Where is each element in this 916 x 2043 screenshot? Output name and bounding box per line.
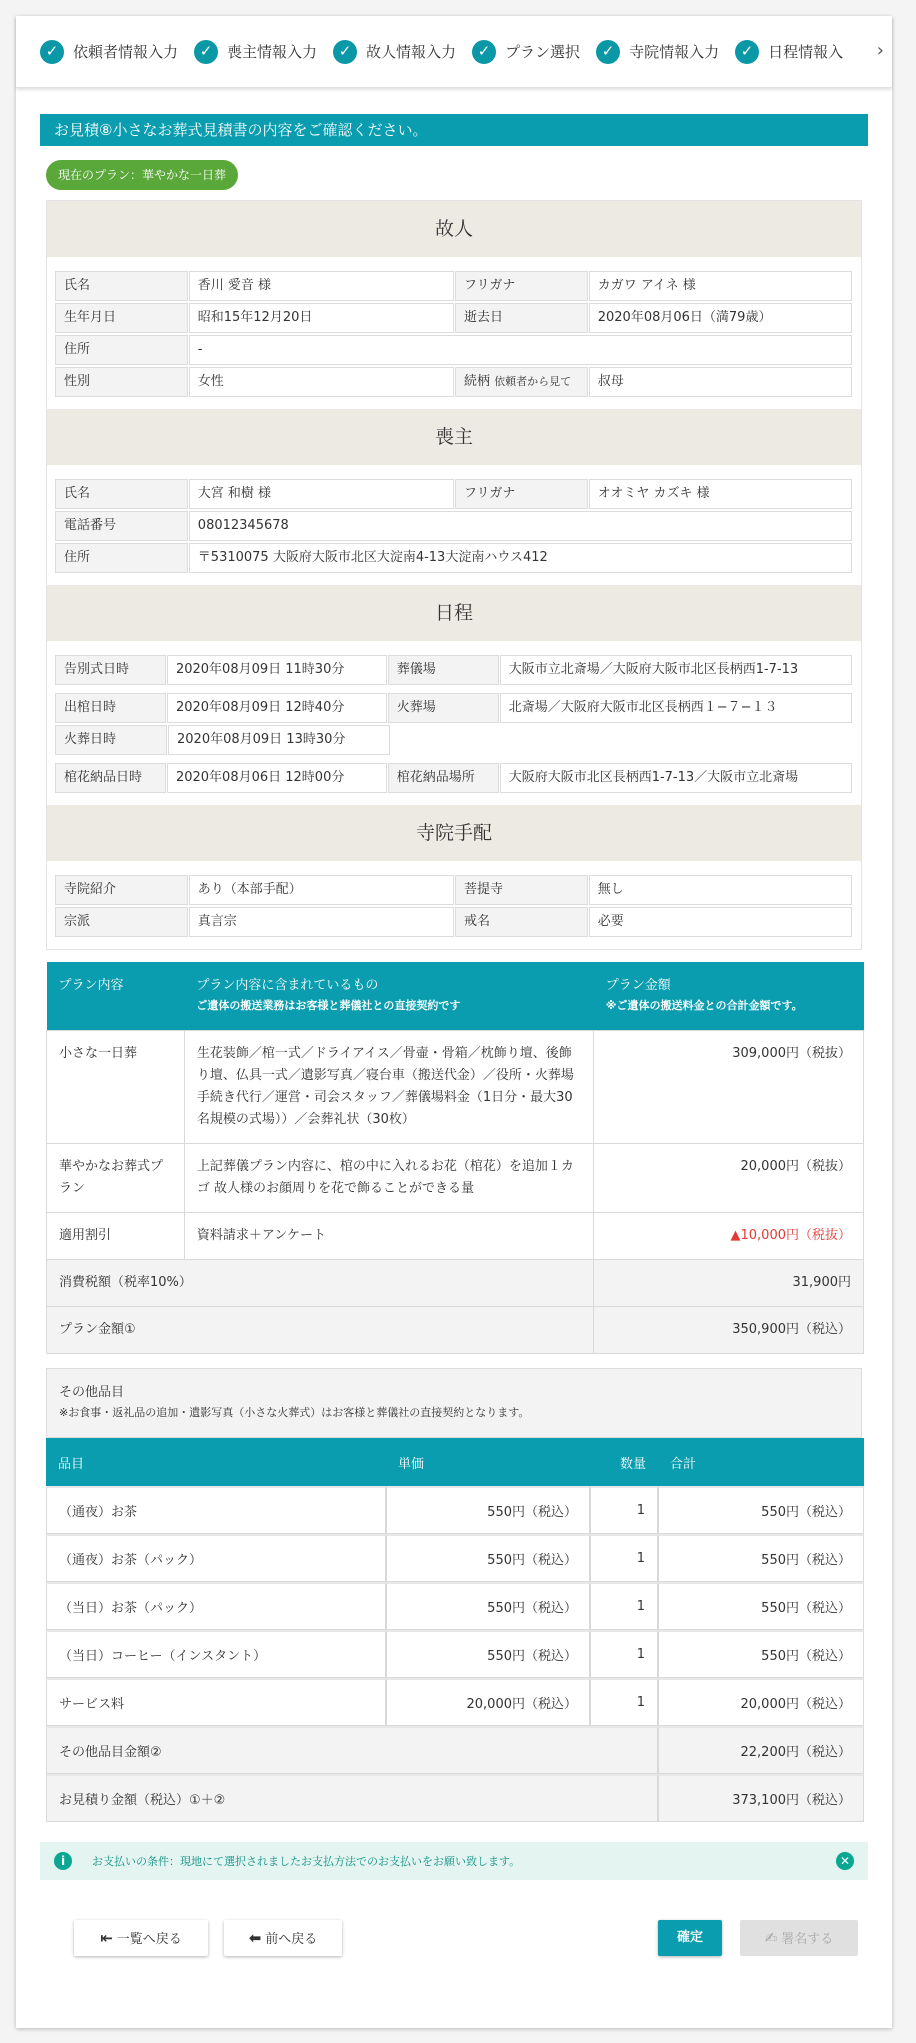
item-total: 550円（税込） bbox=[658, 1630, 864, 1678]
item-unit-price: 550円（税込） bbox=[386, 1582, 590, 1630]
label: フリガナ bbox=[455, 271, 588, 301]
check-icon: ✓ bbox=[472, 40, 496, 64]
label: 電話番号 bbox=[55, 511, 188, 541]
other-subtotal-label: その他品目金額② bbox=[46, 1726, 658, 1774]
plan-description: 生花装飾／棺一式／ドライアイス／骨壷・骨箱／枕飾り壇、後飾り壇、仏具一式／遺影写真／寝台車（搬送代金）／役所・火葬場手続き代行／運営・司会スタッフ／葬儀場料金（1日分・最大30名規模の式場））／会葬礼状（30枚） bbox=[184, 1031, 593, 1144]
other-items-header bbox=[46, 1368, 862, 1438]
plan-name: 適用割引 bbox=[47, 1213, 185, 1260]
item-quantity: 1 bbox=[590, 1678, 658, 1726]
section-heading-deceased: 故人 bbox=[47, 201, 861, 257]
label: 出棺日時 bbox=[55, 693, 166, 723]
other-items-note: ※お食事・返礼品の追加・遺影写真（小さな火葬式）はお客様と葬儀社の直接契約となります。 bbox=[59, 1406, 530, 1419]
table-row bbox=[46, 1678, 864, 1726]
deceased-death-date: 2020年08月06日（満79歳） bbox=[589, 303, 852, 333]
table-row bbox=[46, 1582, 864, 1630]
deceased-name: 香川 愛音 様 bbox=[189, 271, 454, 301]
tax-amount: 31,900円 bbox=[594, 1260, 864, 1307]
plan-price: 20,000円（税抜） bbox=[594, 1144, 864, 1213]
label: 火葬場 bbox=[388, 693, 499, 723]
chief-name: 大宮 和樹 様 bbox=[189, 479, 454, 509]
step-schedule[interactable]: ✓ 日程情報入 bbox=[735, 40, 843, 64]
plan-total-label: プラン金額① bbox=[47, 1307, 594, 1354]
item-quantity: 1 bbox=[590, 1630, 658, 1678]
label: 続柄 依頼者から見て bbox=[455, 367, 588, 397]
column-header: 合計 bbox=[658, 1438, 864, 1486]
item-unit-price: 550円（税込） bbox=[386, 1630, 590, 1678]
flower-delivery-datetime: 2020年08月06日 12時00分 bbox=[167, 763, 387, 793]
current-plan-badge: 現在のプラン：華やかな一日葬 bbox=[46, 160, 238, 190]
label: 棺花納品日時 bbox=[55, 763, 166, 793]
item-name: （当日）コーヒー（インスタント） bbox=[46, 1630, 386, 1678]
check-icon: ✓ bbox=[735, 40, 759, 64]
family-temple: 無し bbox=[589, 875, 852, 905]
item-unit-price: 550円（税込） bbox=[386, 1486, 590, 1534]
close-icon[interactable]: ✕ bbox=[836, 1852, 854, 1870]
sign-button[interactable]: ✍ 署名する bbox=[740, 1920, 858, 1956]
label: 寺院紹介 bbox=[55, 875, 188, 905]
column-header: 単価 bbox=[386, 1438, 590, 1486]
chief-phone: 08012345678 bbox=[189, 511, 852, 541]
tax-row bbox=[47, 1260, 864, 1307]
step-requester[interactable]: ✓ 依頼者情報入力 bbox=[40, 40, 178, 64]
label: 住所 bbox=[55, 335, 188, 365]
column-header: プラン内容 bbox=[47, 962, 185, 1031]
other-subtotal-amount: 22,200円（税込） bbox=[658, 1726, 864, 1774]
other-subtotal-row bbox=[46, 1726, 864, 1774]
item-unit-price: 20,000円（税込） bbox=[386, 1678, 590, 1726]
plan-table bbox=[46, 962, 864, 1354]
item-quantity: 1 bbox=[590, 1534, 658, 1582]
estimate-page bbox=[16, 16, 892, 2028]
signature-icon: ✍ bbox=[764, 1929, 778, 1947]
departure-datetime: 2020年08月09日 12時40分 bbox=[167, 693, 387, 723]
item-name: （当日）お茶（パック） bbox=[46, 1582, 386, 1630]
plan-name: 小さな一日葬 bbox=[47, 1031, 185, 1144]
label: 氏名 bbox=[55, 271, 188, 301]
label: 生年月日 bbox=[55, 303, 188, 333]
step-temple[interactable]: ✓ 寺院情報入力 bbox=[596, 40, 719, 64]
arrow-left-circle-icon: ⬅ bbox=[248, 1929, 262, 1947]
plan-price: 309,000円（税抜） bbox=[594, 1031, 864, 1144]
section-heading-temple: 寺院手配 bbox=[47, 805, 861, 861]
column-header: プラン内容に含まれているもの ご遺体の搬送業務はお客様と葬儀社との直接契約です bbox=[184, 962, 593, 1031]
section-heading-chief-mourner: 喪主 bbox=[47, 409, 861, 465]
discount-price: ▲10,000円（税抜） bbox=[594, 1213, 864, 1260]
funeral-hall: 大阪市立北斎場／大阪府大阪市北区長柄西1-7-13 bbox=[500, 655, 852, 685]
column-header: プラン金額 ※ご遺体の搬送料金との合計金額です。 bbox=[594, 962, 864, 1031]
check-icon: ✓ bbox=[596, 40, 620, 64]
item-total: 20,000円（税込） bbox=[658, 1678, 864, 1726]
item-quantity: 1 bbox=[590, 1582, 658, 1630]
grand-total-row bbox=[46, 1774, 864, 1822]
table-row bbox=[47, 1144, 864, 1213]
crematorium: 北斎場／大阪府大阪市北区長柄西１−７−１３ bbox=[500, 693, 852, 723]
info-icon: i bbox=[54, 1852, 72, 1870]
step-deceased[interactable]: ✓ 故人情報入力 bbox=[333, 40, 456, 64]
label: 告別式日時 bbox=[55, 655, 166, 685]
deceased-birthdate: 昭和15年12月20日 bbox=[189, 303, 454, 333]
confirm-button[interactable]: 確定 bbox=[658, 1920, 722, 1956]
item-total: 550円（税込） bbox=[658, 1486, 864, 1534]
label: 菩提寺 bbox=[455, 875, 588, 905]
table-row bbox=[46, 1534, 864, 1582]
grand-total-label: お見積り金額（税込）①＋② bbox=[46, 1774, 658, 1822]
deceased-relation: 叔母 bbox=[589, 367, 852, 397]
sect: 真言宗 bbox=[189, 907, 454, 937]
label: フリガナ bbox=[455, 479, 588, 509]
back-button[interactable]: ⬅ 前へ戻る bbox=[224, 1920, 342, 1956]
other-items-table bbox=[46, 1438, 864, 1822]
plan-total-row bbox=[47, 1307, 864, 1354]
table-row bbox=[46, 1630, 864, 1678]
payment-condition-text: お支払いの条件：現地にて選択されましたお支払方法でのお支払いをお願い致します。 bbox=[92, 1855, 521, 1868]
arrow-left-bar-icon: ⇤ bbox=[100, 1929, 113, 1947]
label: 氏名 bbox=[55, 479, 188, 509]
plan-name: 華やかなお葬式プラン bbox=[47, 1144, 185, 1213]
item-name: サービス料 bbox=[46, 1678, 386, 1726]
label: 宗派 bbox=[55, 907, 188, 937]
label: 性別 bbox=[55, 367, 188, 397]
table-row bbox=[47, 1213, 864, 1260]
label: 火葬日時 bbox=[55, 725, 167, 755]
label: 戒名 bbox=[455, 907, 588, 937]
check-icon: ✓ bbox=[333, 40, 357, 64]
section-heading-schedule: 日程 bbox=[47, 585, 861, 641]
label: 住所 bbox=[55, 543, 188, 573]
label: 逝去日 bbox=[455, 303, 588, 333]
plan-total-amount: 350,900円（税込） bbox=[594, 1307, 864, 1354]
details-panel bbox=[46, 200, 862, 950]
check-icon: ✓ bbox=[194, 40, 218, 64]
other-items-title: その他品目 bbox=[59, 1385, 125, 1400]
posthumous-name: 必要 bbox=[589, 907, 852, 937]
item-total: 550円（税込） bbox=[658, 1582, 864, 1630]
page-title: お見積⑧小さなお葬式見積書の内容をご確認ください。 bbox=[40, 114, 868, 146]
table-row bbox=[46, 1486, 864, 1534]
back-to-list-button[interactable]: ⇤ 一覧へ戻る bbox=[74, 1920, 208, 1956]
payment-condition-alert bbox=[40, 1842, 868, 1880]
tax-label: 消費税額（税率10%） bbox=[47, 1260, 594, 1307]
progress-stepper bbox=[16, 16, 892, 88]
item-total: 550円（税込） bbox=[658, 1534, 864, 1582]
item-name: （通夜）お茶 bbox=[46, 1486, 386, 1534]
column-header: 数量 bbox=[590, 1438, 658, 1486]
column-header: 品目 bbox=[46, 1438, 386, 1486]
plan-description: 資料請求＋アンケート bbox=[184, 1213, 593, 1260]
chief-kana: オオミヤ カズキ 様 bbox=[589, 479, 852, 509]
cremation-datetime: 2020年08月09日 13時30分 bbox=[168, 725, 390, 755]
temple-introduction: あり（本部手配） bbox=[189, 875, 454, 905]
table-row bbox=[47, 1031, 864, 1144]
step-chief-mourner[interactable]: ✓ 喪主情報入力 bbox=[194, 40, 317, 64]
chevron-right-icon[interactable]: › bbox=[876, 40, 884, 61]
grand-total-amount: 373,100円（税込） bbox=[658, 1774, 864, 1822]
item-quantity: 1 bbox=[590, 1486, 658, 1534]
action-bar bbox=[40, 1920, 868, 2000]
check-icon: ✓ bbox=[40, 40, 64, 64]
chief-address: 〒5310075 大阪府大阪市北区大淀南4-13大淀南ハウス412 bbox=[189, 543, 852, 573]
item-name: （通夜）お茶（パック） bbox=[46, 1534, 386, 1582]
farewell-datetime: 2020年08月09日 11時30分 bbox=[167, 655, 387, 685]
flower-delivery-place: 大阪府大阪市北区長柄西1-7-13／大阪市立北斎場 bbox=[500, 763, 852, 793]
deceased-kana: カガワ アイネ 様 bbox=[589, 271, 852, 301]
label: 棺花納品場所 bbox=[388, 763, 499, 793]
item-unit-price: 550円（税込） bbox=[386, 1534, 590, 1582]
deceased-address: - bbox=[189, 335, 852, 365]
step-plan[interactable]: ✓ プラン選択 bbox=[472, 40, 580, 64]
label: 葬儀場 bbox=[388, 655, 499, 685]
plan-description: 上記葬儀プラン内容に、棺の中に入れるお花（棺花）を追加１カゴ 故人様のお顔周りを花で飾ることができる量 bbox=[184, 1144, 593, 1213]
deceased-gender: 女性 bbox=[189, 367, 454, 397]
